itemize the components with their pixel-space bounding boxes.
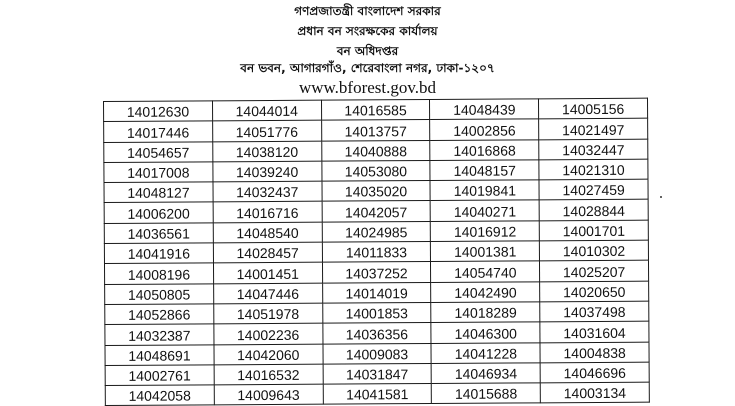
roll-number-cell: 14048127 [104,182,213,203]
table-row [104,179,648,203]
roll-number-cell: 14018289 [431,302,540,323]
roll-number-cell: 14016912 [431,221,540,242]
roll-number-cell: 14046300 [431,322,540,343]
table-row [104,261,648,285]
roll-number-cell: 14019841 [430,180,539,201]
roll-number-cell: 14047446 [213,283,322,304]
scan-speck [660,196,662,198]
roll-number-cell: 14025207 [540,261,649,282]
roll-number-cell: 14054740 [431,261,540,282]
roll-number-cell: 14042060 [214,344,323,365]
roll-number-cell: 14021310 [539,159,648,180]
roll-number-cell: 14042058 [105,385,214,406]
government-title: গণপ্রজাতন্ত্রী বাংলাদেশ সরকার [294,4,441,18]
roll-number-cell: 14037498 [540,301,649,322]
roll-number-table-body [104,98,650,406]
table-row [105,362,649,386]
website-text: www.bforest.gov.bd [298,78,437,97]
roll-number-cell: 14032437 [213,181,322,202]
roll-number-cell: 14044014 [212,100,321,121]
roll-number-cell: 14042057 [322,201,431,222]
roll-number-cell: 14051978 [214,303,323,324]
roll-number-cell: 14037252 [322,262,431,283]
roll-number-cell: 14051776 [212,120,321,141]
table-row [104,220,648,244]
roll-number-cell: 14021497 [539,118,648,139]
roll-number-cell: 14006200 [104,202,213,223]
roll-number-cell: 14002856 [430,119,539,140]
roll-number-cell: 14015688 [432,383,541,404]
roll-number-cell: 14001451 [213,263,322,284]
roll-number-cell: 14004838 [540,342,649,363]
roll-number-cell: 14016716 [213,202,322,223]
roll-number-cell: 14050805 [105,284,214,305]
table-row [105,382,649,406]
roll-number-cell: 14048691 [105,344,214,365]
roll-number-cell: 14052866 [105,304,214,325]
roll-number-cell: 14001701 [539,220,648,241]
roll-number-cell: 14013757 [321,120,430,141]
roll-number-cell: 14041228 [431,342,540,363]
table-row [105,281,649,305]
roll-number-cell: 14002236 [214,323,323,344]
table-row [104,139,648,163]
roll-number-cell: 14048157 [430,160,539,181]
roll-number-cell: 14012630 [104,101,213,122]
roll-number-cell: 14046934 [431,363,540,384]
roll-number-cell: 14002761 [105,365,214,386]
roll-number-table [103,98,650,406]
table-row [105,321,649,345]
roll-number-cell: 14036561 [104,223,213,244]
table-row [105,342,649,366]
roll-number-cell: 14014019 [322,282,431,303]
roll-number-cell: 14001853 [322,302,431,323]
office-address: বন ভবন, আগারগাঁও, শেরেবাংলা নগর, ঢাকা-১২০৭ [240,61,495,75]
roll-number-cell: 14008196 [104,263,213,284]
roll-number-cell: 14016585 [321,100,430,121]
roll-number-cell: 14028844 [539,200,648,221]
roll-number-cell: 14048439 [430,99,539,120]
roll-number-cell: 14003134 [540,382,649,403]
roll-number-cell: 14005156 [539,98,648,119]
roll-number-cell: 14010302 [540,240,649,261]
roll-number-cell: 14040271 [431,200,540,221]
roll-number-cell: 14046696 [540,362,649,383]
roll-number-cell: 14011833 [322,242,431,263]
roll-number-cell: 14027459 [539,179,648,200]
roll-number-cell: 14009643 [214,384,323,405]
roll-number-cell: 14038120 [213,141,322,162]
roll-number-cell: 14032387 [105,324,214,345]
roll-number-cell: 14041916 [104,243,213,264]
department-title: বন অধিদপ্তর [336,44,399,58]
roll-number-cell: 14020650 [540,281,649,302]
roll-number-cell: 14001381 [431,241,540,262]
roll-number-cell: 14040888 [321,140,430,161]
table-row [105,301,649,325]
roll-number-cell: 14028457 [213,242,322,263]
table-row [104,118,648,142]
table-row [104,159,648,183]
roll-number-cell: 14032447 [539,139,648,160]
roll-number-cell: 14048540 [213,222,322,243]
roll-number-cell: 14017008 [104,162,213,183]
office-title: প্রধান বন সংরক্ষকের কার্যালয় [297,24,438,38]
roll-number-cell: 14017446 [104,121,213,142]
roll-number-cell: 14054657 [104,141,213,162]
roll-number-cell: 14053080 [321,160,430,181]
roll-number-cell: 14016868 [430,139,539,160]
roll-number-cell: 14042490 [431,282,540,303]
roll-number-cell: 14035020 [322,181,431,202]
roll-number-cell: 14031847 [323,363,432,384]
table-row [104,98,648,122]
table-row [104,200,648,224]
roll-number-cell: 14024985 [322,221,431,242]
roll-number-cell: 14009083 [323,343,432,364]
roll-number-cell: 14039240 [213,161,322,182]
roll-number-cell: 14031604 [540,321,649,342]
roll-number-cell: 14041581 [323,384,432,405]
roll-number-cell: 14016532 [214,364,323,385]
roll-number-cell: 14036356 [322,323,431,344]
table-row [104,240,648,264]
